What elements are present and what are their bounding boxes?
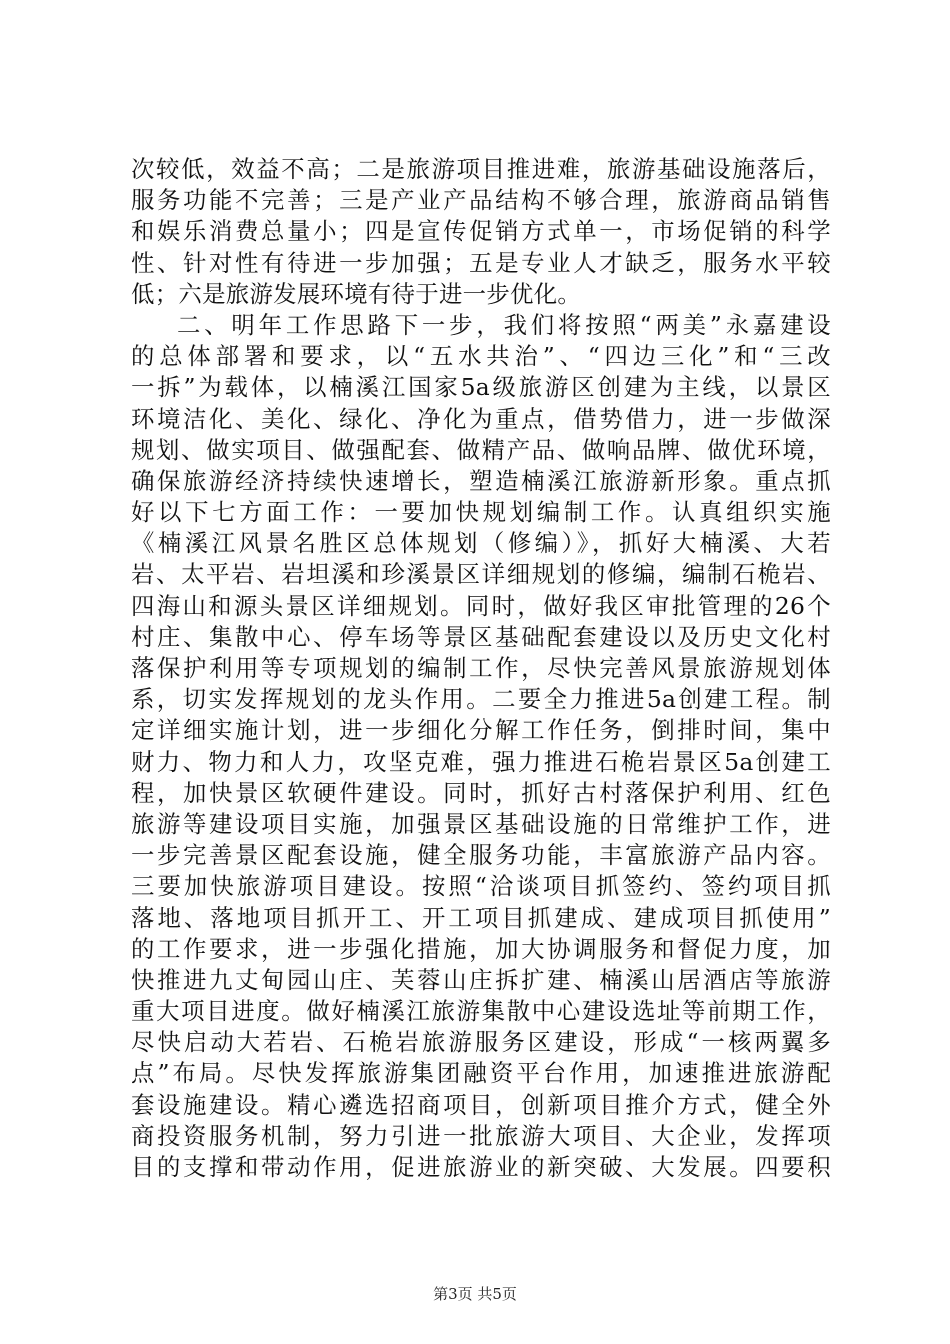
text-line: 环境洁化、美化、绿化、净化为重点，借势借力，进一步做深 [131, 404, 831, 433]
text-line: 次较低，效益不高；二是旅游项目推进难，旅游基础设施落后， [131, 155, 831, 183]
text-line: 财力、物力和人力，攻坚克难，强力推进石桅岩景区5a创建工 [131, 747, 831, 776]
text-line: 确保旅游经济持续快速增长，塑造楠溪江旅游新形象。重点抓 [131, 466, 831, 495]
text-line: 服务功能不完善；三是产业产品结构不够合理，旅游商品销售 [131, 186, 831, 215]
text-line: 的工作要求，进一步强化措施，加大协调服务和督促力度，加 [131, 934, 831, 963]
text-line: 点”布局。尽快发挥旅游集团融资平台作用，加速推进旅游配 [131, 1059, 831, 1088]
text-line: 规划、做实项目、做强配套、做精产品、做响品牌、做优环境， [131, 435, 831, 464]
text-line: 性、针对性有待进一步加强；五是专业人才缺乏，服务水平较 [131, 248, 831, 277]
text-line: 三要加快旅游项目建设。按照“洽谈项目抓签约、签约项目抓 [131, 872, 831, 901]
section-heading-line: 二、明年工作思路下一步，我们将按照“两美”永嘉建设 [177, 310, 831, 339]
text-line: 《楠溪江风景名胜区总体规划（修编）》，抓好大楠溪、大若 [131, 529, 831, 558]
page-number-footer: 第3页 共5页 [433, 1285, 517, 1303]
text-line: 岩、太平岩、岩坦溪和珍溪景区详细规划的修编，编制石桅岩、 [131, 560, 831, 589]
text-line: 一拆”为载体，以楠溪江国家5a级旅游区创建为主线，以景区 [131, 373, 831, 402]
text-line: 村庄、集散中心、停车场等景区基础配套建设以及历史文化村 [131, 622, 831, 651]
text-line: 旅游等建设项目实施，加强景区基础设施的日常维护工作，进 [131, 809, 831, 838]
text-line: 套设施建设。精心遴选招商项目，创新项目推介方式，健全外 [131, 1090, 831, 1119]
body-text [131, 154, 831, 1183]
text-line: 系，切实发挥规划的龙头作用。二要全力推进5a创建工程。制 [131, 685, 831, 714]
text-line: 四海山和源头景区详细规划。同时，做好我区审批管理的26个 [131, 591, 831, 620]
text-line: 重大项目进度。做好楠溪江旅游集散中心建设选址等前期工作， [131, 997, 831, 1026]
text-line: 快推进九丈甸园山庄、芙蓉山庄拆扩建、楠溪山居酒店等旅游 [131, 965, 831, 994]
text-line: 目的支撑和带动作用，促进旅游业的新突破、大发展。四要积 [131, 1153, 831, 1181]
text-line: 商投资服务机制，努力引进一批旅游大项目、大企业，发挥项 [131, 1121, 831, 1150]
text-line: 和娱乐消费总量小；四是宣传促销方式单一，市场促销的科学 [131, 217, 831, 246]
text-line: 程，加快景区软硬件建设。同时，抓好古村落保护利用、红色 [131, 778, 831, 807]
text-line: 尽快启动大若岩、石桅岩旅游服务区建设，形成“一核两翼多 [131, 1028, 831, 1057]
text-line: 一步完善景区配套设施，健全服务功能，丰富旅游产品内容。 [131, 841, 831, 870]
text-line: 好以下七方面工作：一要加快规划编制工作。认真组织实施 [131, 498, 831, 527]
text-line: 低；六是旅游发展环境有待于进一步优化。 [131, 279, 582, 308]
text-line: 落保护利用等专项规划的编制工作，尽快完善风景旅游规划体 [131, 654, 831, 682]
text-line: 的总体部署和要求，以“五水共治”、“四边三化”和“三改 [131, 342, 831, 371]
text-line: 落地、落地项目抓开工、开工项目抓建成、建成项目抓使用” [131, 903, 831, 932]
text-line: 定详细实施计划，进一步细化分解工作任务，倒排时间，集中 [131, 716, 831, 745]
